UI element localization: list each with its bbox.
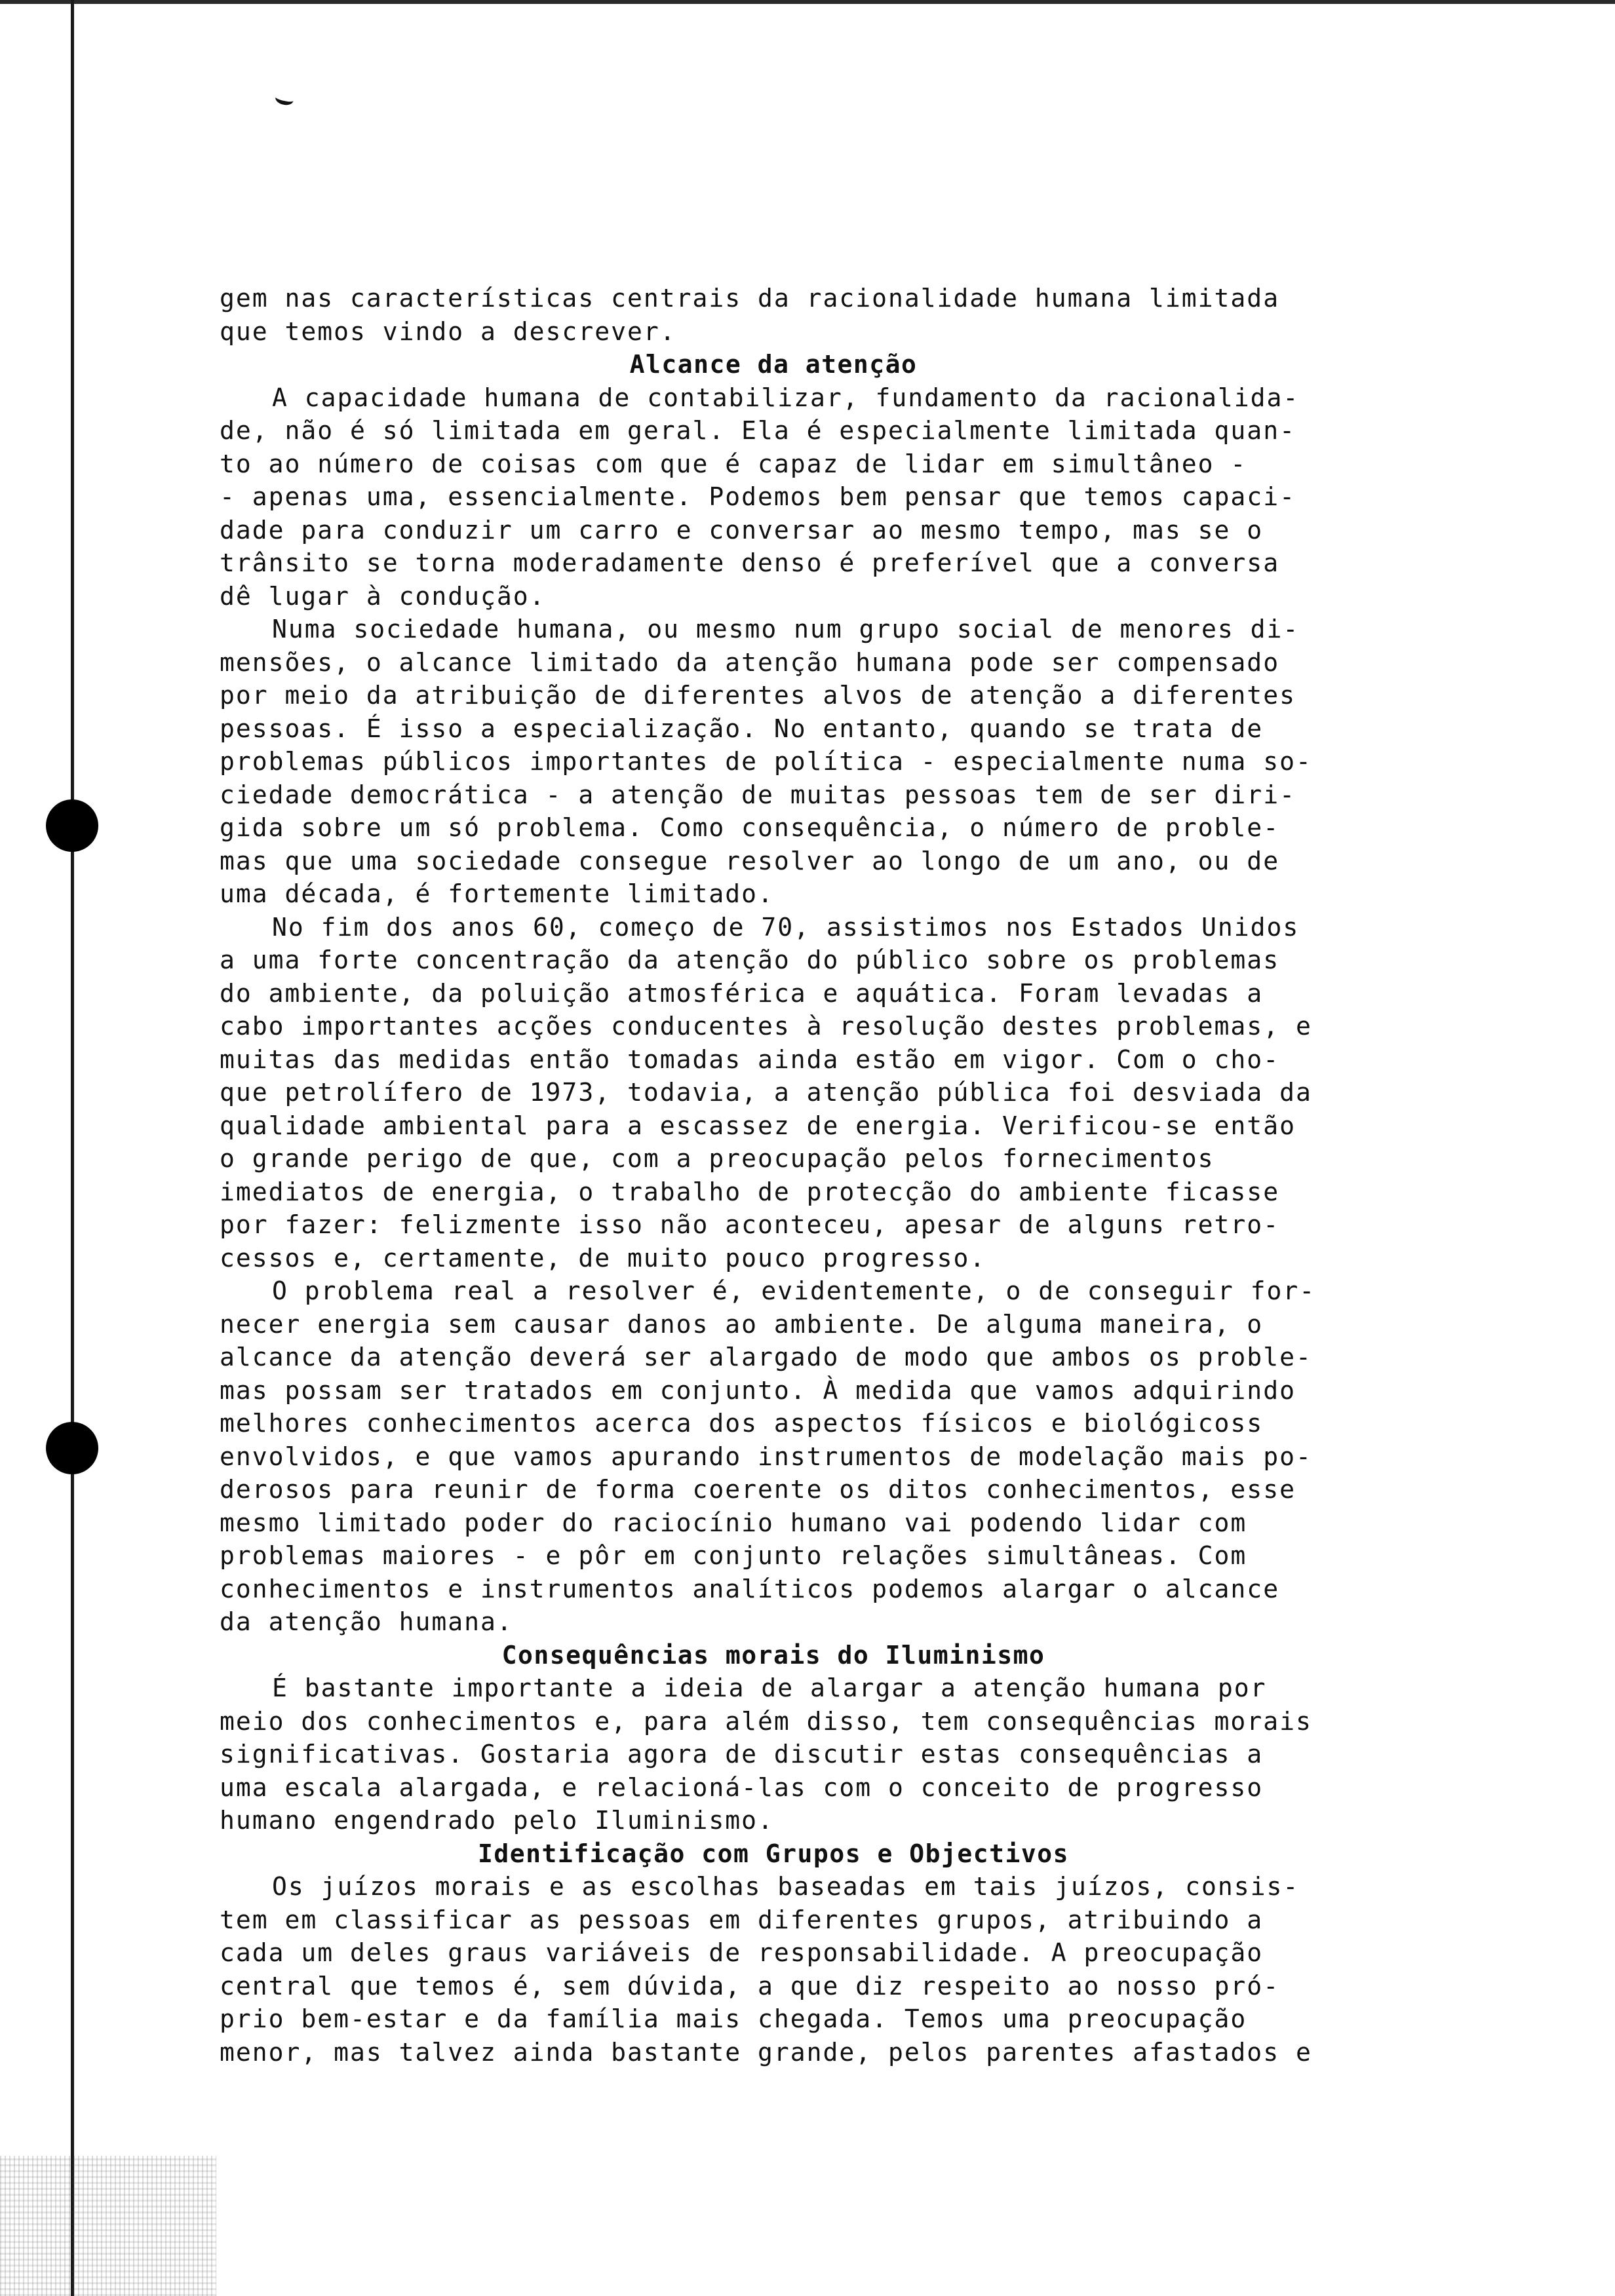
text-line: central que temos é, sem dúvida, a que diz respeito ao nosso pró-	[220, 1971, 1280, 2000]
stray-ink-mark	[274, 91, 294, 106]
text-line: significativas. Gostaria agora de discutir estas consequências a	[220, 1740, 1264, 1769]
text-line: muitas das medidas então tomadas ainda estão em vigor. Com o cho-	[220, 1044, 1280, 1074]
text-line: - apenas uma, essencialmente. Podemos bem pensar que temos capaci-	[220, 482, 1296, 511]
text-line: mas possam ser tratados em conjunto. À medida que vamos adquirindo	[220, 1375, 1296, 1405]
text-line: trânsito se torna moderadamente denso é preferível que a conversa	[220, 548, 1280, 577]
text-line: humano engendrado pelo Iluminismo.	[220, 1806, 774, 1835]
text-line: tem em classificar as pessoas em diferentes grupos, atribuindo a	[220, 1905, 1264, 1934]
text-line: a uma forte concentração da atenção do público sobre os problemas	[220, 946, 1280, 974]
scan-top-edge	[0, 0, 1615, 4]
text-line: de, não é só limitada em geral. Ela é especialmente limitada quan-	[220, 416, 1296, 445]
text-line: Numa sociedade humana, ou mesmo num grupo social de menores di-	[272, 615, 1300, 643]
text-line: meio dos conhecimentos e, para além disso, tem consequências morais	[220, 1706, 1312, 1736]
text-line: dade para conduzir um carro e conversar ao mesmo tempo, mas se o	[220, 515, 1264, 545]
text-line: É bastante importante a ideia de alargar a atenção humana por	[272, 1674, 1267, 1702]
section-heading: Alcance da atenção	[629, 350, 918, 379]
text-line: do ambiente, da poluição atmosférica e aquática. Foram levadas a	[220, 978, 1264, 1008]
text-line: qualidade ambiental para a escassez de energia. Verificou-se então	[220, 1111, 1296, 1140]
text-line: imediatos de energia, o trabalho de protecção do ambiente ficasse	[220, 1177, 1280, 1206]
text-line: gida sobre um só problema. Como consequência, o número de proble-	[220, 813, 1280, 842]
punch-hole-icon	[46, 799, 98, 852]
text-line: conhecimentos e instrumentos analíticos podemos alargar o alcance	[220, 1574, 1280, 1603]
text-line: problemas públicos importantes de política - especialmente numa so-	[220, 747, 1312, 776]
text-line: problemas maiores - e pôr em conjunto relações simultâneas. Com	[220, 1541, 1247, 1570]
text-line: envolvidos, e que vamos apurando instrumentos de modelação mais po-	[220, 1442, 1312, 1471]
text-line: necer energia sem causar danos ao ambiente. De alguma maneira, o	[220, 1309, 1264, 1339]
text-line: ciedade democrática - a atenção de muitas pessoas tem de ser diri-	[220, 780, 1296, 809]
text-line: mensões, o alcance limitado da atenção humana pode ser compensado	[220, 647, 1280, 677]
text-line: mesmo limitado poder do raciocínio humano vai podendo lidar com	[220, 1508, 1247, 1537]
text-line: derosos para reunir de forma coerente os ditos conhecimentos, esse	[220, 1475, 1296, 1504]
text-line: da atenção humana.	[220, 1607, 513, 1636]
text-line: Os juízos morais e as escolhas baseadas em tais juízos, consis-	[272, 1872, 1300, 1901]
text-line: cessos e, certamente, de muito pouco progresso.	[220, 1243, 986, 1272]
section-heading: Identificação com Grupos e Objectivos	[478, 1839, 1069, 1868]
text-line: No fim dos anos 60, começo de 70, assistimos nos Estados Unidos	[272, 912, 1300, 942]
text-line: melhores conhecimentos acerca dos aspectos físicos e biológicoss	[220, 1409, 1264, 1438]
text-line: dê lugar à condução.	[220, 581, 546, 611]
text-line: A capacidade humana de contabilizar, fundamento da racionalida-	[272, 383, 1300, 412]
page-body	[220, 282, 1327, 2069]
text-line: o grande perigo de que, com a preocupação pelos fornecimentos	[220, 1144, 1215, 1173]
text-line: que petrolífero de 1973, todavia, a atenção pública foi desviada da	[220, 1078, 1312, 1107]
text-line: O problema real a resolver é, evidentemente, o de conseguir for-	[272, 1276, 1316, 1305]
text-line: alcance da atenção deverá ser alargado de modo que ambos os proble-	[220, 1343, 1312, 1371]
text-line: prio bem-estar e da família mais chegada. Temos uma preocupação	[220, 2004, 1247, 2033]
margin-rule	[71, 0, 74, 2296]
text-line: uma escala alargada, e relacioná-las com o conceito de progresso	[220, 1772, 1264, 1802]
scan-noise	[0, 2156, 216, 2296]
text-line: mas que uma sociedade consegue resolver ao longo de um ano, ou de	[220, 846, 1280, 875]
text-line: cada um deles graus variáveis de responsabilidade. A preocupação	[220, 1938, 1264, 1967]
punch-hole-icon	[46, 1422, 98, 1474]
text-line: gem nas características centrais da racionalidade humana limitada	[220, 284, 1280, 313]
section-heading: Consequências morais do Iluminismo	[501, 1640, 1045, 1670]
text-line: que temos vindo a descrever.	[220, 316, 676, 346]
text-line: uma década, é fortemente limitado.	[220, 879, 774, 908]
text-line: menor, mas talvez ainda bastante grande, pelos parentes afastados e	[220, 2037, 1312, 2067]
text-line: por meio da atribuição de diferentes alvos de atenção a diferentes	[220, 681, 1296, 710]
text-line: to ao número de coisas com que é capaz de lidar em simultâneo -	[220, 449, 1247, 478]
text-line: pessoas. É isso a especialização. No entanto, quando se trata de	[220, 714, 1264, 743]
text-line: cabo importantes acções conducentes à resolução destes problemas, e	[220, 1012, 1312, 1041]
text-line: por fazer: felizmente isso não aconteceu, apesar de alguns retro-	[220, 1210, 1280, 1239]
